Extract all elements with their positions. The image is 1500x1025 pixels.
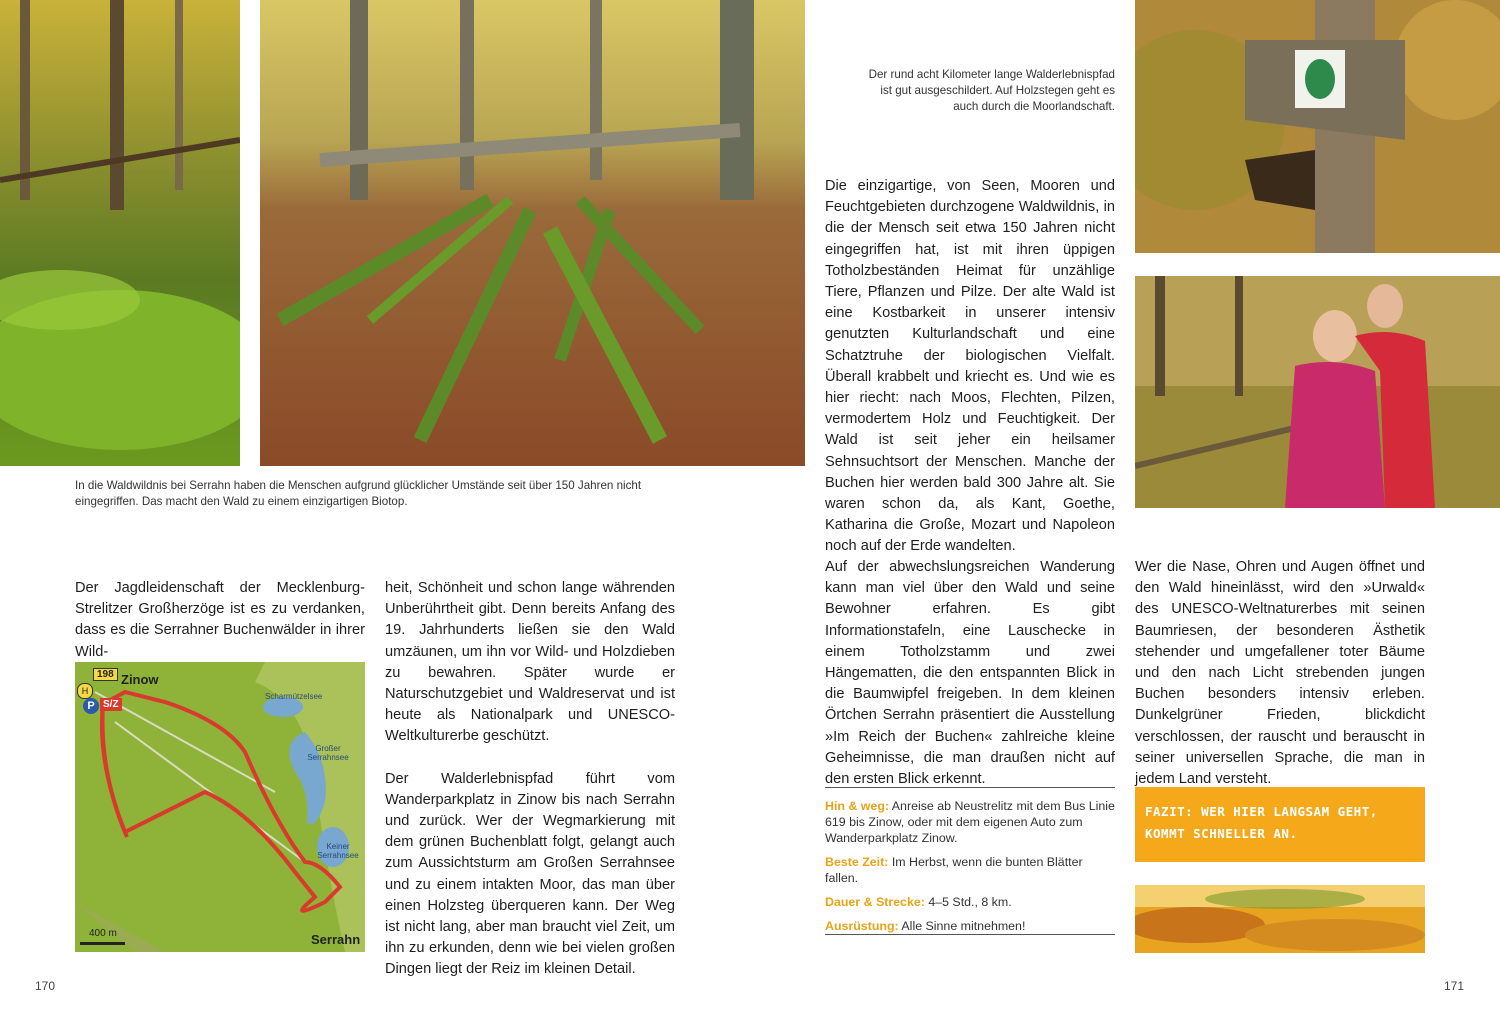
page-number-right: 171 [1444, 979, 1465, 993]
paragraph: Auf der abwechslungsreichen Wanderung kann man viel über den Wald und seine Bewohner erfahren. Es gibt Informationstafeln, eine Lauschecke in einem Totholzstamm und zwei Hängematten, die den entspannten Blick in die Baumwipfel freigeben. In dem kleinen Örtchen Serrahn präsentiert die Ausstellung »Im Reich der Buchen« zahlreiche kleine Geheimnisse, die man draußen nicht auf den ersten Blick erkennt. [825, 559, 1115, 788]
right-column-1-bottom [825, 557, 1115, 811]
hikers-photo [1135, 276, 1500, 508]
info-box [825, 787, 1115, 935]
paragraph: Wer die Nase, Ohren und Augen öffnet und den Wald hineinlässt, wird den »Urwald« des UNESCO-Weltnaturerbes mit seinen Baumriesen, der besonderen Ästhetik stehender und umgefallener toter Bäume und den nach Licht strebenden jungen Buchen besonders intensiv erleben. Dunkelgrüner Frieden, blickdicht verschlossen, der rauscht und berauscht in seiner universellen Sprache, die man in jedem Land versteht. [1135, 559, 1425, 788]
route-map [75, 662, 365, 952]
bus-stop-badge: H [77, 683, 93, 699]
trail-sign-photo [1135, 0, 1500, 253]
caption-forest: In die Waldwildnis bei Serrahn haben die Menschen aufgrund glücklicher Umstände seit über 150 Jahren nicht eingegriffen. Das macht den Wald zu einem einzigartigen Biotop. [75, 479, 642, 508]
label-serrahn: Serrahn [311, 932, 361, 947]
info-text: Im Herbst, wenn die bunten Blätter fallen. [825, 855, 1083, 885]
info-text: 4–5 Std., 8 km. [928, 895, 1012, 909]
info-label: Dauer & Strecke: [825, 895, 925, 909]
autumn-leaves-photo [1135, 885, 1425, 953]
label-zinow: Zinow [121, 672, 159, 687]
forest-photo-left [0, 0, 240, 466]
info-row-hinweg [825, 798, 1115, 846]
start-badge: S/Z [100, 698, 122, 711]
forest-photo-deadwood [260, 0, 805, 466]
label-scharmuetzelsee: Scharmützelsee [265, 692, 323, 701]
label-grosser-serrahnsee: Großer Serrahnsee [307, 744, 349, 762]
info-label: Beste Zeit: [825, 855, 889, 869]
paragraph: Der Walderlebnispfad führt vom Wanderparkplatz in Zinow bis nach Serrahn und zurück. Wer der Wegmarkierung mit dem grünen Buchenblatt folgt, gelangt auch zum Aussichtsturm am Großen Serrahnsee und zu einem intakten Moor, das man über einen Holzsteg überqueren kann. Der Weg ist nicht lang, aber man braucht viel Zeit, um ihn zu erkunden, denn wie bei vielen großen Dingen liegt der Reiz im kleinen Detail. [385, 770, 675, 978]
info-row-dauer [825, 894, 1115, 910]
caption-trail: Der rund acht Kilometer lange Walderlebnispfad ist gut ausgeschildert. Auf Holzstegen geht es auch durch die Moorlandschaft. [868, 68, 1115, 113]
page-number-left: 170 [35, 979, 56, 993]
info-label: Hin & weg: [825, 799, 890, 813]
left-column-2 [385, 578, 675, 1002]
info-text: Alle Sinne mitnehmen! [901, 919, 1026, 933]
fazit-box: FAZIT: WER HIER LANGSAM GEHT, KOMMT SCHNELLER AN. [1135, 787, 1425, 862]
scale-bar-label: 400 m [89, 928, 117, 939]
info-row-ausruestung [825, 918, 1115, 934]
road-number-badge: 198 [93, 668, 118, 681]
info-label: Ausrüstung: [825, 919, 899, 933]
paragraph: heit, Schönheit und schon lange währenden Unberührtheit gibt. Denn bereits Anfang des 19. Jahrhunderts ließen sie den Wald umzäunen, um ihn vor Wild- und Holzdieben zu bewahren. Später wurde er Naturschutzgebiet und Waldreservat und ist heute als Nationalpark und UNESCO-Weltkulturerbe geschützt. [385, 580, 675, 745]
info-text: Anreise ab Neustrelitz mit dem Bus Linie 619 bis Zinow, oder mit dem eigenen Auto zum Wanderparkplatz Zinow. [825, 799, 1115, 845]
paragraph: Die einzigartige, von Seen, Mooren und Feuchtgebieten durchzogene Waldwildnis, in die der Mensch seit etwa 150 Jahren nicht eingegriffen hat, ist mit ihren üppigen Totholzbeständen Heimat für unzählige Tiere, Pflanzen und Pilze. Der alte Wald ist eine Kostbarkeit in unserer intensiv genutzten Kulturlandschaft und eine Schatztruhe der biologischen Vielfalt. Überall krabbelt und kriecht es. Und wie es hier riecht: nach Moos, Flechten, Pilzen, vermodertem Holz und Feuchtigkeit. Der Wald ist seit jeher ein heilsamer Sehnsuchtsort der Menschen. Manche der Buchen hier werden bald 300 Jahre alt. Sie waren schon da, als Kant, Goethe, Katharina die Große, Mozart und Napoleon noch auf der Erde wandelten. [825, 178, 1115, 555]
label-kleiner-serrahnsee: Keiner Serrahnsee [317, 842, 359, 860]
paragraph: Der Jagdleidenschaft der Mecklenburg-Strelitzer Großherzöge ist es zu verdanken, dass es die Serrahner Buchenwälder in ihrer Wild- [75, 580, 365, 660]
parking-icon: P [83, 698, 99, 714]
right-column-2 [1135, 557, 1425, 811]
info-row-zeit [825, 854, 1115, 886]
right-column-1-top [825, 176, 1115, 579]
